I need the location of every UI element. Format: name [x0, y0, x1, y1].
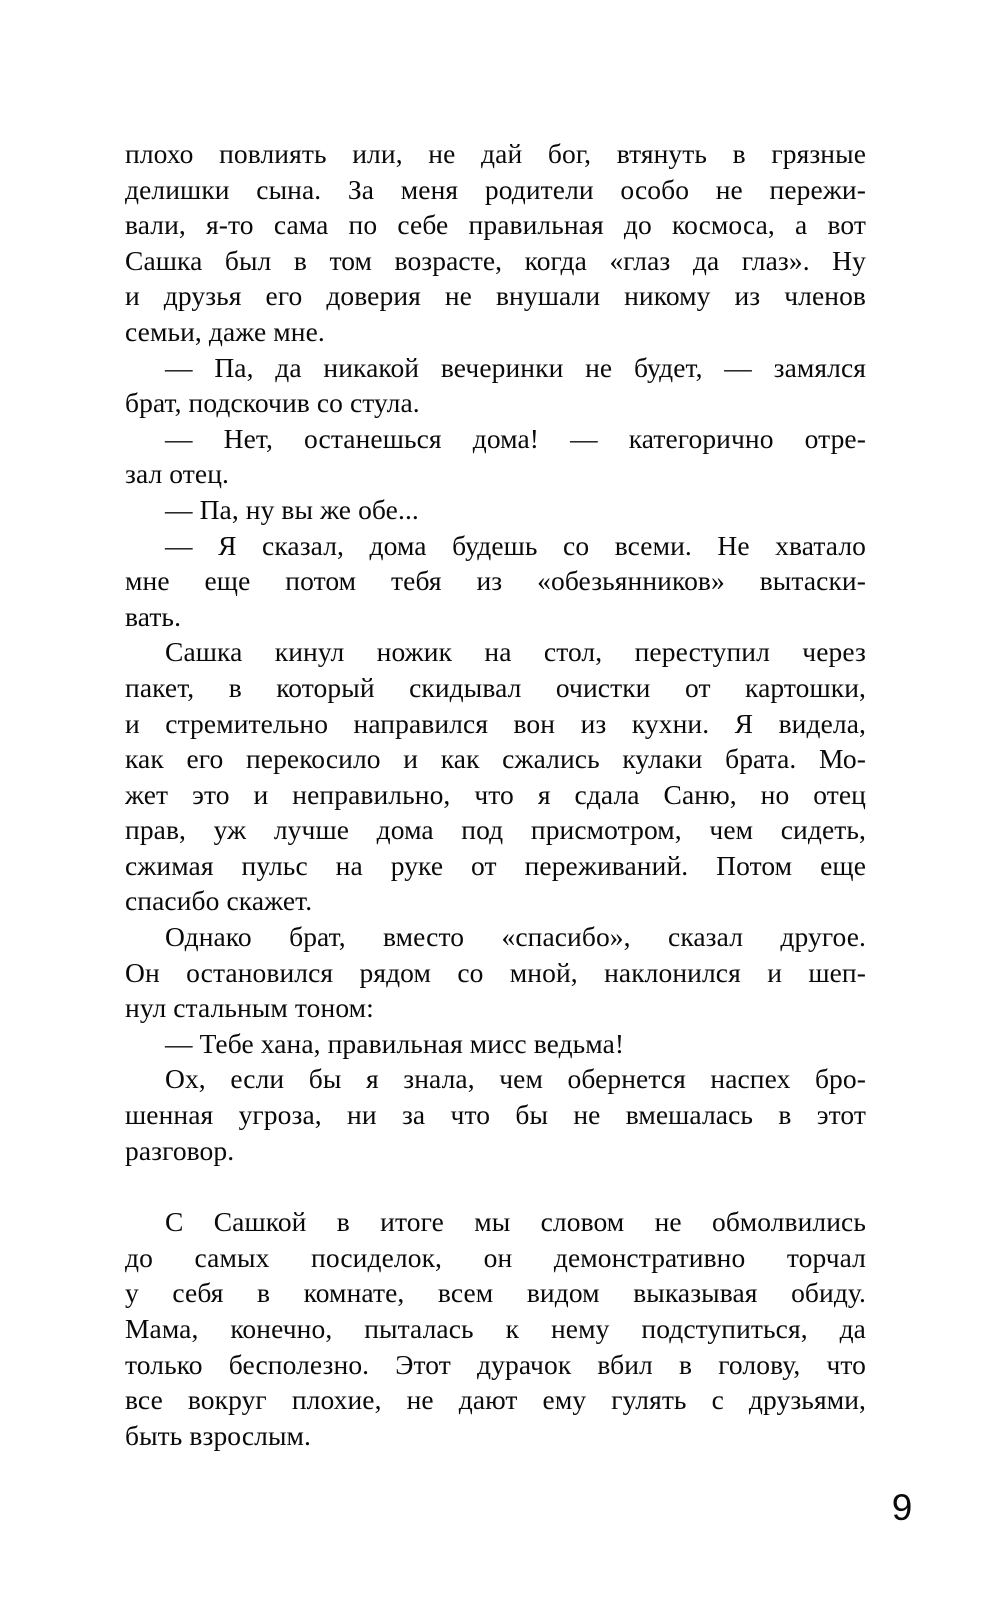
text-line: до самых посиделок, он демонстративно торчал — [125, 1241, 866, 1273]
paragraph — [125, 1061, 866, 1168]
text-line: — Па, ну вы же обе... — [165, 493, 419, 525]
text-line: жет это и неправильно, что я сдала Саню, но отец — [125, 778, 866, 810]
text-line: — Я сказал, дома будешь со всеми. Не хватало — [165, 529, 866, 561]
text-line: пакет, в который скидывал очистки от картошки, — [125, 671, 866, 703]
text-line: и друзья его доверия не внушали никому из членов — [125, 280, 866, 312]
text-line: спасибо скажет. — [125, 885, 313, 917]
text-line: делишки сына. За меня родители особо не пережи- — [125, 173, 866, 205]
text-line: Сашка кинул ножик на стол, переступил через — [165, 636, 866, 668]
text-line: мне еще потом тебя из «обезьянников» вытаски- — [125, 565, 866, 597]
text-line: Он остановился рядом со мной, наклонился и шеп- — [125, 956, 866, 988]
text-line: зал отец. — [125, 458, 230, 490]
paragraph — [125, 136, 866, 350]
text-line: шенная угроза, ни за что бы не вмешалась в этот — [125, 1099, 866, 1131]
paragraph — [125, 634, 866, 919]
paragraph — [125, 492, 866, 528]
paragraph — [125, 1026, 866, 1062]
text-line: семьи, даже мне. — [125, 315, 325, 347]
paragraph — [125, 528, 866, 635]
page-number: 9 — [891, 1487, 913, 1528]
text-line: — Тебе хана, правильная мисс ведьма! — [165, 1027, 625, 1059]
text-line: — Нет, останешься дома! — категорично отре- — [165, 422, 866, 454]
text-line: только бесполезно. Этот дурачок вбил в голову, что — [125, 1348, 866, 1380]
paragraph — [125, 919, 866, 1026]
paragraph — [125, 350, 866, 421]
text-line: сжимая пульс на руке от переживаний. Потом еще — [125, 849, 866, 881]
text-line: вать. — [125, 600, 182, 632]
text-line: и стремительно направился вон из кухни. Я видела, — [125, 707, 866, 739]
text-line: нул стальным тоном: — [125, 992, 374, 1024]
text-line: брат, подскочив со стула. — [125, 387, 420, 419]
paragraph — [125, 1204, 866, 1453]
text-line: разговор. — [125, 1134, 235, 1166]
paragraph — [125, 421, 866, 492]
text-line: прав, уж лучше дома под присмотром, чем сидеть, — [125, 814, 866, 846]
text-line: Однако брат, вместо «спасибо», сказал другое. — [165, 921, 866, 953]
text-line: у себя в комнате, всем видом выказывая обиду. — [125, 1277, 866, 1309]
page-text — [125, 136, 866, 1453]
text-line: Сашка был в том возрасте, когда «глаз да глаз». Ну — [125, 244, 866, 276]
text-line: С Сашкой в итоге мы словом не обмолвились — [165, 1206, 866, 1238]
text-line: Мама, конечно, пыталась к нему подступиться, да — [125, 1313, 866, 1344]
text-line: — Па, да никакой вечеринки не будет, — замялся — [165, 351, 866, 383]
text-line: быть взрослым. — [125, 1419, 312, 1451]
text-line: вали, я-то сама по себе правильная до космоса, а вот — [125, 209, 866, 241]
text-line: все вокруг плохие, не дают ему гулять с друзьями, — [125, 1384, 866, 1416]
text-line: Ох, если бы я знала, чем обернется наспех бро- — [165, 1063, 866, 1095]
text-line: плохо повлиять или, не дай бог, втянуть в грязные — [125, 138, 866, 169]
text-line: как его перекосило и как сжались кулаки брата. Мо- — [125, 743, 866, 775]
